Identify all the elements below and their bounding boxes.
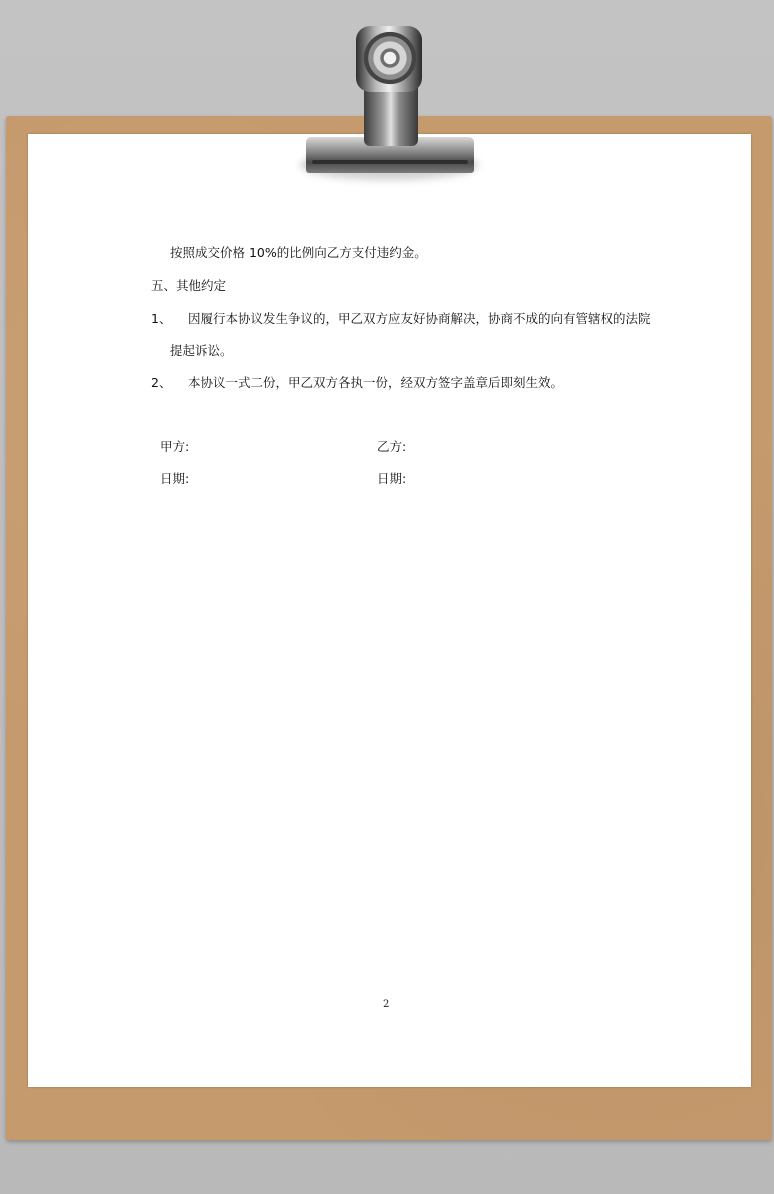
item-1-text: 因履行本协议发生争议的，甲乙双方应友好协商解决，协商不成的向有管辖权的法院 bbox=[188, 311, 651, 326]
page-number: 2 bbox=[383, 999, 390, 1010]
penalty-line: 按照成交价格 10%的比例向乙方支付违约金。 bbox=[170, 245, 427, 260]
clip-ring-icon bbox=[359, 28, 421, 88]
item-1-number: 1、 bbox=[151, 311, 172, 326]
party-b-label: 乙方: bbox=[377, 439, 407, 454]
section-heading: 五、其他约定 bbox=[151, 278, 227, 293]
party-a-label: 甲方: bbox=[160, 439, 190, 454]
date-a-label: 日期: bbox=[160, 471, 190, 486]
date-b-label: 日期: bbox=[377, 471, 407, 486]
item-2-number: 2、 bbox=[151, 375, 172, 390]
item-1-continuation: 提起诉讼。 bbox=[170, 343, 233, 358]
item-2-text: 本协议一式二份，甲乙双方各执一份，经双方签字盖章后即刻生效。 bbox=[188, 375, 564, 390]
